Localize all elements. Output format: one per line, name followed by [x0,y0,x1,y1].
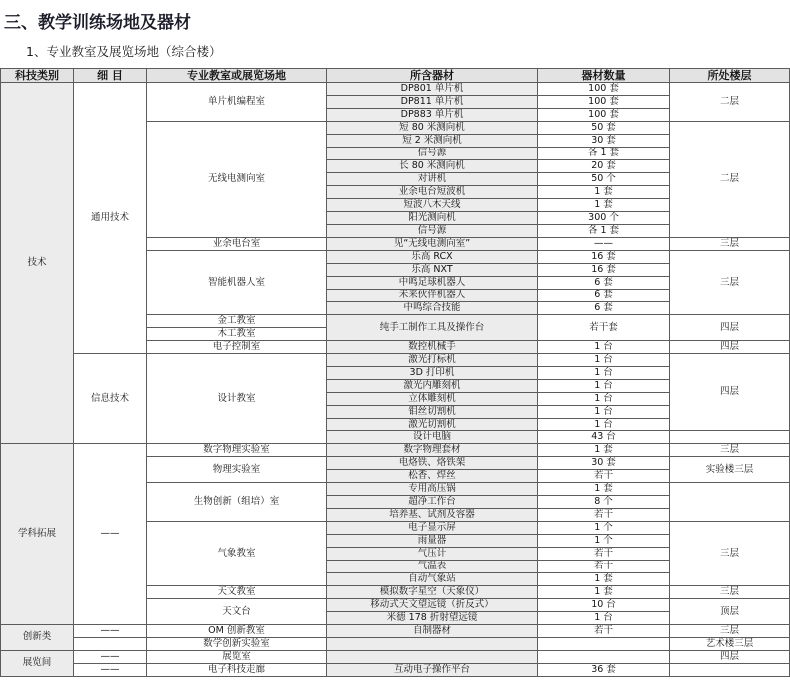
equipment-cell: 阳光测向机 [327,212,538,225]
quantity-cell: —— [538,237,670,250]
floor-cell: 三层 [670,586,790,599]
column-header-category: 科技类别 [1,69,74,83]
quantity-cell: 100 套 [538,108,670,121]
equipment-cell: 钼丝切割机 [327,405,538,418]
empty-cell [670,483,790,522]
floor-cell: 顶层 [670,599,790,625]
room-cell: 物理实验室 [147,457,327,483]
column-header-floor: 所处楼层 [670,69,790,83]
quantity-cell: 1 套 [538,573,670,586]
empty-cell [670,431,790,444]
room-cell: 业余电台室 [147,237,327,250]
room-cell: 数字物理实验室 [147,444,327,457]
category-cell: 展览间 [1,650,74,676]
quantity-cell: 50 套 [538,121,670,134]
quantity-cell: 1 台 [538,418,670,431]
room-cell: 气象教室 [147,521,327,586]
equipment-cell: 超净工作台 [327,496,538,509]
quantity-cell: 16 套 [538,250,670,263]
quantity-cell: 6 套 [538,276,670,289]
quantity-cell: 1 台 [538,405,670,418]
floor-cell: 三层 [670,237,790,250]
floor-cell: 四层 [670,341,790,354]
equipment-cell: 自制器材 [327,625,538,638]
table-row [1,663,790,676]
equipment-cell: 未来伙伴机器人 [327,289,538,302]
empty-cell [327,637,538,650]
quantity-cell: 1 台 [538,379,670,392]
quantity-cell: 8 个 [538,496,670,509]
quantity-cell: 6 套 [538,302,670,315]
room-cell: 展览室 [147,650,327,663]
subcategory-cell: —— [74,444,147,625]
subsection-title: 1、专业教室及展览场地（综合楼） [26,44,222,59]
equipment-cell: 激光内雕刻机 [327,379,538,392]
equipment-cell: DP883 单片机 [327,108,538,121]
equipment-cell: 培养基、试剂及容器 [327,508,538,521]
equipment-cell: 长 80 米测向机 [327,160,538,173]
subcategory-cell: 通用技术 [74,83,147,354]
table-row [1,650,790,663]
equipment-cell: 信号源 [327,147,538,160]
empty-cell [538,650,670,663]
equipment-cell: 乐高 NXT [327,263,538,276]
quantity-cell: 各 1 套 [538,224,670,237]
quantity-cell: 30 套 [538,134,670,147]
quantity-cell: 1 个 [538,534,670,547]
equipment-cell: 模拟数字星空（天象仪） [327,586,538,599]
room-cell: 生物创新（组培）室 [147,483,327,522]
quantity-cell: 100 套 [538,95,670,108]
equipment-cell: DP801 单片机 [327,83,538,96]
floor-cell: 三层 [670,444,790,457]
floor-cell: 艺术楼三层 [670,637,790,650]
room-cell: 木工教室 [147,328,327,341]
subcategory-cell: 信息技术 [74,354,147,444]
floor-cell: 二层 [670,83,790,122]
equipment-cell: 米德 178 折射望远镜 [327,612,538,625]
table-row [1,637,790,650]
floor-cell: 二层 [670,121,790,237]
floor-cell: 三层 [670,521,790,586]
category-cell: 技术 [1,83,74,444]
room-cell: 设计教室 [147,354,327,444]
equipment-cell: 数字物理套材 [327,444,538,457]
quantity-cell: 1 台 [538,612,670,625]
room-cell: 天文教室 [147,586,327,599]
equipment-cell: 激光切割机 [327,418,538,431]
equipment-cell: 数控机械手 [327,341,538,354]
quantity-cell: 若干 [538,508,670,521]
column-header-quantity: 器材数量 [538,69,670,83]
equipment-cell: 立体雕刻机 [327,392,538,405]
quantity-cell: 36 套 [538,663,670,676]
equipment-cell: 移动式天文望远镜（折反式） [327,599,538,612]
equipment-cell: 电烙铁、烙铁架 [327,457,538,470]
quantity-cell: 1 套 [538,586,670,599]
quantity-cell: 各 1 套 [538,147,670,160]
floor-cell: 四层 [670,650,790,663]
empty-cell [538,637,670,650]
equipment-cell: 设计电脑 [327,431,538,444]
equipment-cell: 3D 打印机 [327,366,538,379]
equipment-cell: 松香、焊丝 [327,470,538,483]
quantity-cell: 1 台 [538,354,670,367]
equipment-cell: 气压计 [327,547,538,560]
equipment-cell: 专用高压锅 [327,483,538,496]
equipment-cell: 见“无线电测向室” [327,237,538,250]
room-cell: OM 创新教室 [147,625,327,638]
room-cell: 天文台 [147,599,327,625]
equipment-cell: 短 80 米测向机 [327,121,538,134]
quantity-cell: 1 台 [538,366,670,379]
equipment-cell: 中鸣综合技能 [327,302,538,315]
table-row [1,354,790,367]
equipment-cell: 业余电台短波机 [327,186,538,199]
room-cell: 单片机编程室 [147,83,327,122]
equipment-cell: 中鸣足球机器人 [327,276,538,289]
quantity-cell: 10 台 [538,599,670,612]
quantity-cell: 1 个 [538,521,670,534]
quantity-cell: 100 套 [538,83,670,96]
quantity-cell: 1 套 [538,186,670,199]
empty-cell [327,650,538,663]
subcategory-cell: —— [74,625,147,638]
equipment-cell: DP811 单片机 [327,95,538,108]
column-header-equipment: 所含器材 [327,69,538,83]
equipment-cell: 自动气象站 [327,573,538,586]
empty-cell [74,637,147,650]
quantity-cell: 50 个 [538,173,670,186]
quantity-cell: 16 套 [538,263,670,276]
section-title: 三、教学训练场地及器材 [4,13,191,33]
table-header-row [1,69,790,83]
floor-cell: 四层 [670,315,790,341]
equipment-cell: 信号源 [327,224,538,237]
table-row [1,444,790,457]
quantity-cell: 1 台 [538,341,670,354]
floor-cell: 四层 [670,354,790,431]
equipment-cell: 电子显示屏 [327,521,538,534]
equipment-cell: 短 2 米测向机 [327,134,538,147]
quantity-cell: 30 套 [538,457,670,470]
column-header-room: 专业教室或展览场地 [147,69,327,83]
quantity-cell: 若干 [538,470,670,483]
quantity-cell: 43 台 [538,431,670,444]
equipment-cell: 对讲机 [327,173,538,186]
empty-cell [670,663,790,676]
room-cell: 电子科技走廊 [147,663,327,676]
table-row [1,625,790,638]
quantity-cell: 若干 [538,560,670,573]
quantity-cell: 300 个 [538,212,670,225]
quantity-cell: 1 套 [538,444,670,457]
column-header-subcategory: 细 目 [74,69,147,83]
equipment-cell: 雨量器 [327,534,538,547]
subcategory-cell: —— [74,650,147,663]
floor-cell: 三层 [670,625,790,638]
category-cell: 创新类 [1,625,74,651]
quantity-cell: 1 台 [538,392,670,405]
table-row [1,83,790,96]
quantity-cell: 若干 [538,625,670,638]
room-cell: 数学创新实验室 [147,637,327,650]
equipment-cell: 激光打标机 [327,354,538,367]
facilities-table [0,68,790,677]
quantity-cell: 若干 [538,547,670,560]
subcategory-cell: —— [74,663,147,676]
room-cell: 无线电测向室 [147,121,327,237]
equipment-cell: 短波八木天线 [327,199,538,212]
quantity-cell: 20 套 [538,160,670,173]
floor-cell: 实验楼三层 [670,457,790,483]
quantity-cell: 6 套 [538,289,670,302]
category-cell: 学科拓展 [1,444,74,625]
quantity-cell: 若干套 [538,315,670,341]
quantity-cell: 1 套 [538,483,670,496]
floor-cell: 三层 [670,250,790,315]
room-cell: 电子控制室 [147,341,327,354]
room-cell: 金工教室 [147,315,327,328]
quantity-cell: 1 套 [538,199,670,212]
equipment-cell: 纯手工制作工具及操作台 [327,315,538,341]
equipment-cell: 乐高 RCX [327,250,538,263]
equipment-cell: 气温表 [327,560,538,573]
equipment-cell: 互动电子操作平台 [327,663,538,676]
room-cell: 智能机器人室 [147,250,327,315]
